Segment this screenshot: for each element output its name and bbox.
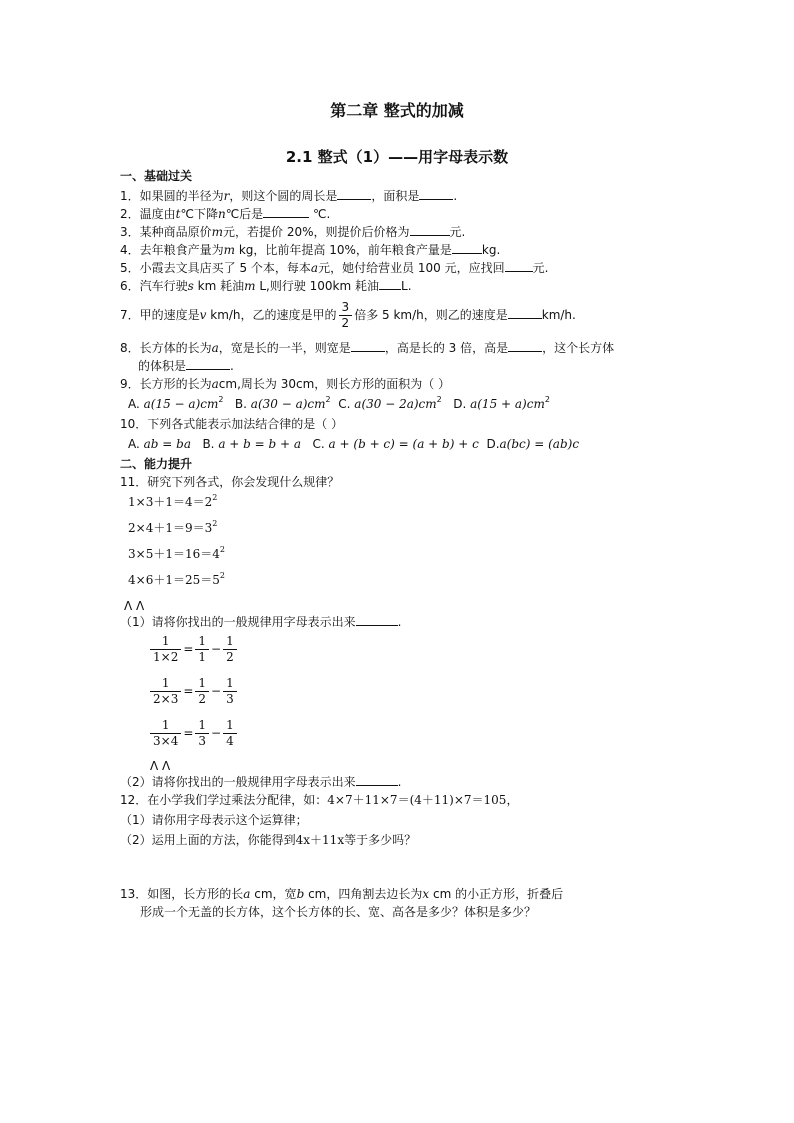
frac3-a-den: 3 (198, 734, 207, 748)
q12-sub2-text-a: （2）运用上面的方法，你能得到 (120, 833, 296, 847)
q8-var: a (211, 341, 219, 355)
q9-option-d-exp: 2 (544, 395, 550, 404)
question-9-options (128, 396, 550, 412)
q7-frac-den: 2 (341, 316, 350, 330)
q11-sub1-text: （1）请将你找出的一般规律用字母表示出来 (120, 615, 356, 629)
q2-text-d: ℃. (309, 207, 331, 221)
frac1-minus: − (211, 642, 222, 656)
q11-sub2-blank[interactable] (356, 774, 398, 786)
q11-equation-4 (128, 572, 225, 588)
question-2 (120, 206, 330, 222)
q8-blank-2[interactable] (508, 340, 542, 352)
chapter-title: 第二章 整式的加减 (330, 101, 464, 120)
q2-var-t: t (175, 207, 181, 221)
q6-text-a: 6．汽车行驶 (120, 279, 188, 293)
frac1-lhs-num: 1 (150, 634, 181, 650)
q11-equation-1 (128, 494, 217, 510)
question-3 (120, 224, 465, 240)
q13-text-d: cm 的小正方形，折叠后 (432, 887, 564, 901)
q9-option-a[interactable]: a(15 − a)cm (143, 397, 219, 411)
section-title: 2.1 整式（1）——用字母表示数 (285, 148, 509, 166)
q9-option-d-label[interactable]: D. (453, 397, 467, 411)
q8-text-e: 的体积是 (138, 359, 187, 373)
q2-var-n: n (217, 207, 226, 221)
q6-blank[interactable] (379, 278, 401, 290)
question-8-cont (138, 358, 234, 374)
frac3-b-num: 1 (223, 718, 237, 734)
question-5 (120, 260, 548, 276)
q10-option-c-label[interactable]: C. (312, 437, 325, 451)
q9-option-d[interactable]: a(15 + a)cm (470, 397, 545, 411)
frac1-b-den: 2 (226, 650, 234, 664)
frac3-minus: − (211, 726, 222, 740)
q4-text-c: kg. (481, 243, 501, 257)
q12-expression: 4×7＋11×7＝(4＋11)×7＝105 (327, 793, 507, 807)
question-13-line-2: 形成一个无盖的长方体，这个长方体的长、宽、高各是多少？体积是多少？ (140, 905, 537, 919)
frac3-lhs-den: 3×4 (153, 734, 179, 748)
question-10 (120, 416, 343, 432)
q7-text-d: km/h. (541, 308, 576, 322)
question-4 (120, 242, 500, 258)
q9-option-a-label[interactable]: A. (128, 397, 140, 411)
frac2-b (223, 676, 237, 707)
q1-text-c: ，面积是 (371, 189, 420, 203)
question-8 (120, 340, 614, 356)
q12-text: 12．在小学我们学过乘法分配律，如： (120, 793, 328, 807)
q1-text-a: 1．如果圆的半径为 (120, 189, 224, 203)
q3-blank[interactable] (410, 224, 450, 236)
frac1-equals: = (183, 642, 194, 656)
q4-text-b: kg，比前年提高 10%，前年粮食产量是 (238, 243, 452, 257)
q8-text-a: 8．长方体的长为 (120, 341, 212, 355)
q8-blank-3[interactable] (186, 358, 230, 370)
q9-var: a (211, 377, 219, 391)
q2-text-c: ℃后是 (225, 207, 264, 221)
q13-var-b: b (296, 887, 305, 901)
question-10-options (128, 436, 579, 452)
q13-text-a: 13．如图，长方形的长 (120, 887, 244, 901)
q12-sub2-text-b: 等于多少吗？ (344, 833, 417, 847)
q10-option-c[interactable]: a + (b + c) = (a + b) + c (328, 437, 479, 451)
q5-text-c: 元. (532, 261, 549, 275)
q11-sub1-blank[interactable] (356, 614, 398, 626)
q8-text-b: ，宽是长的一半，则宽是 (218, 341, 351, 355)
q7-text-b: km/h，乙的速度是甲的 (210, 308, 337, 322)
question-7 (120, 298, 576, 332)
q3-var: m (211, 225, 224, 239)
q6-text-c: L,则行驶 100km 耗油 (259, 279, 380, 293)
frac2-a-den: 2 (198, 692, 207, 706)
q11-eq2-exp: 2 (212, 519, 218, 528)
part2-heading: 二、能力提升 (120, 457, 193, 471)
q11-eq4-text: 4×6＋1＝25＝5 (128, 573, 220, 587)
q7-var: v (199, 308, 207, 322)
q4-blank[interactable] (452, 242, 482, 254)
q12-tail: ， (506, 793, 519, 807)
q13-text-c: cm，四角割去边长为 (308, 887, 423, 901)
q11-eq1-text: 1×3＋1＝4＝2 (128, 495, 213, 509)
q9-text-b: cm,周长为 30cm，则长方形的面积为（ ） (218, 377, 451, 391)
q11-ellipsis-2: Λ Λ (150, 759, 171, 773)
q8-text-d: ，这个长方体 (542, 341, 615, 355)
q9-option-c[interactable]: a(30 − 2a)cm (354, 397, 437, 411)
frac2-a (195, 676, 209, 707)
frac2-equals: = (183, 684, 194, 698)
q8-text-c: ，高是长的 3 倍，高是 (384, 341, 509, 355)
frac2-a-num: 1 (195, 676, 209, 692)
q9-option-b-label[interactable]: B. (234, 397, 247, 411)
frac3-a (195, 718, 209, 749)
q7-blank[interactable] (508, 307, 542, 319)
q3-text-b: 元，若提价 20%，则提价后价格为 (223, 225, 410, 239)
frac3-lhs (150, 718, 181, 749)
q5-text-b: 元，她付给营业员 100 元，应找回 (318, 261, 505, 275)
frac1-b-num: 1 (223, 634, 237, 650)
q9-option-b-exp: 2 (325, 395, 331, 404)
q11-eq1-exp: 2 (212, 493, 218, 502)
part1-heading: 一、基础过关 (120, 169, 193, 183)
frac2-b-num: 1 (223, 676, 237, 692)
frac2-lhs-num: 1 (150, 676, 181, 692)
q6-text-b: km 耗油 (197, 279, 245, 293)
frac1-a (195, 634, 209, 665)
q9-option-a-exp: 2 (218, 395, 224, 404)
q11-eq3-exp: 2 (219, 545, 225, 554)
frac3-b-den: 4 (226, 734, 234, 748)
q5-var: a (310, 261, 319, 275)
q9-option-c-label[interactable]: C. (338, 397, 351, 411)
q9-option-c-exp: 2 (436, 395, 442, 404)
q3-text-c: 元. (449, 225, 466, 239)
question-1 (120, 188, 457, 204)
q12-sub2-expression: 4x＋11x (295, 833, 345, 847)
q3-text-a: 3．某种商品原价 (120, 225, 212, 239)
q12-sub-1: （1）请你用字母表示这个运算律； (120, 813, 308, 827)
q1-text-d: . (453, 189, 458, 203)
frac1-lhs-den: 1×2 (153, 650, 179, 664)
frac3-b (223, 718, 237, 749)
frac1-b (223, 634, 237, 665)
q10-option-d[interactable]: a(bc) = (ab)c (499, 437, 580, 451)
q10-option-b-label[interactable]: B. (202, 437, 215, 451)
frac1-a-den: 1 (198, 650, 207, 664)
frac2-lhs-den: 2×3 (153, 692, 179, 706)
q1-blank-1[interactable] (337, 188, 371, 200)
frac3-lhs-num: 1 (150, 718, 181, 734)
q11-sub1-end: . (397, 615, 402, 629)
q1-blank-2[interactable] (419, 188, 453, 200)
q8-text-f: . (230, 359, 234, 373)
q11-fraction-eq-3 (148, 718, 239, 749)
frac1-lhs (150, 634, 181, 665)
q6-var-s: s (187, 279, 194, 293)
q13-var-a: a (243, 887, 251, 901)
q7-text-a: 7．甲的速度是 (120, 308, 200, 322)
q8-blank-1[interactable] (351, 340, 385, 352)
q7-text-c: 倍多 5 km/h，则乙的速度是 (354, 308, 508, 322)
frac2-lhs (150, 676, 181, 707)
frac2-minus: − (211, 684, 222, 698)
q9-text: 9．长方形的长为 (120, 377, 212, 391)
q10-option-b[interactable]: a + b = b + a (218, 437, 302, 451)
q2-text-a: 2．温度由 (120, 207, 176, 221)
question-13 (120, 886, 563, 902)
q11-eq4-exp: 2 (219, 571, 225, 580)
q10-option-a-label[interactable]: A. (128, 437, 140, 451)
question-11: 11．研究下列各式，你会发现什么规律？ (120, 475, 340, 489)
q11-eq3-text: 3×5＋1＝16＝4 (128, 547, 220, 561)
q6-text-d: L. (401, 279, 412, 293)
q7-frac-num: 3 (339, 300, 353, 316)
q2-text-b: ℃下降 (180, 207, 218, 221)
q7-fraction (339, 300, 353, 331)
q11-equation-3 (128, 546, 225, 562)
q4-text-a: 4．去年粮食产量为 (120, 243, 224, 257)
frac2-b-den: 3 (226, 692, 234, 706)
q5-blank[interactable] (505, 260, 533, 272)
question-6 (120, 278, 412, 294)
q11-equation-2 (128, 520, 217, 536)
q10-text: 10．下列各式能表示加法结合律的是（ ） (120, 417, 344, 431)
q11-sub-2 (120, 774, 401, 790)
frac3-a-num: 1 (195, 718, 209, 734)
q11-sub2-end: . (397, 775, 402, 789)
q2-blank[interactable] (263, 206, 309, 218)
q12-sub-2 (120, 832, 416, 848)
q13-text-b: cm，宽 (254, 887, 297, 901)
q6-var-m: m (244, 279, 256, 293)
question-9 (120, 376, 450, 392)
q11-fraction-eq-1 (148, 634, 239, 665)
q13-var-x: x (422, 887, 430, 901)
q10-option-d-label[interactable]: D. (486, 437, 500, 451)
q9-option-b[interactable]: a(30 − a)cm (250, 397, 326, 411)
q11-fraction-eq-2 (148, 676, 239, 707)
q4-var: m (223, 243, 236, 257)
q1-var: r (223, 189, 230, 203)
q11-sub2-text: （2）请将你找出的一般规律用字母表示出来 (120, 775, 356, 789)
q10-option-a[interactable]: ab = ba (143, 437, 191, 451)
question-12 (120, 792, 518, 808)
q11-sub-1 (120, 614, 401, 630)
q5-text-a: 5．小霞去文具店买了 5 个本，每本 (120, 261, 311, 275)
frac1-a-num: 1 (195, 634, 209, 650)
q1-text-b: ，则这个圆的周长是 (229, 189, 338, 203)
q11-ellipsis-1: Λ Λ (124, 599, 145, 613)
q11-eq2-text: 2×4＋1＝9＝3 (128, 521, 213, 535)
frac3-equals: = (183, 726, 194, 740)
